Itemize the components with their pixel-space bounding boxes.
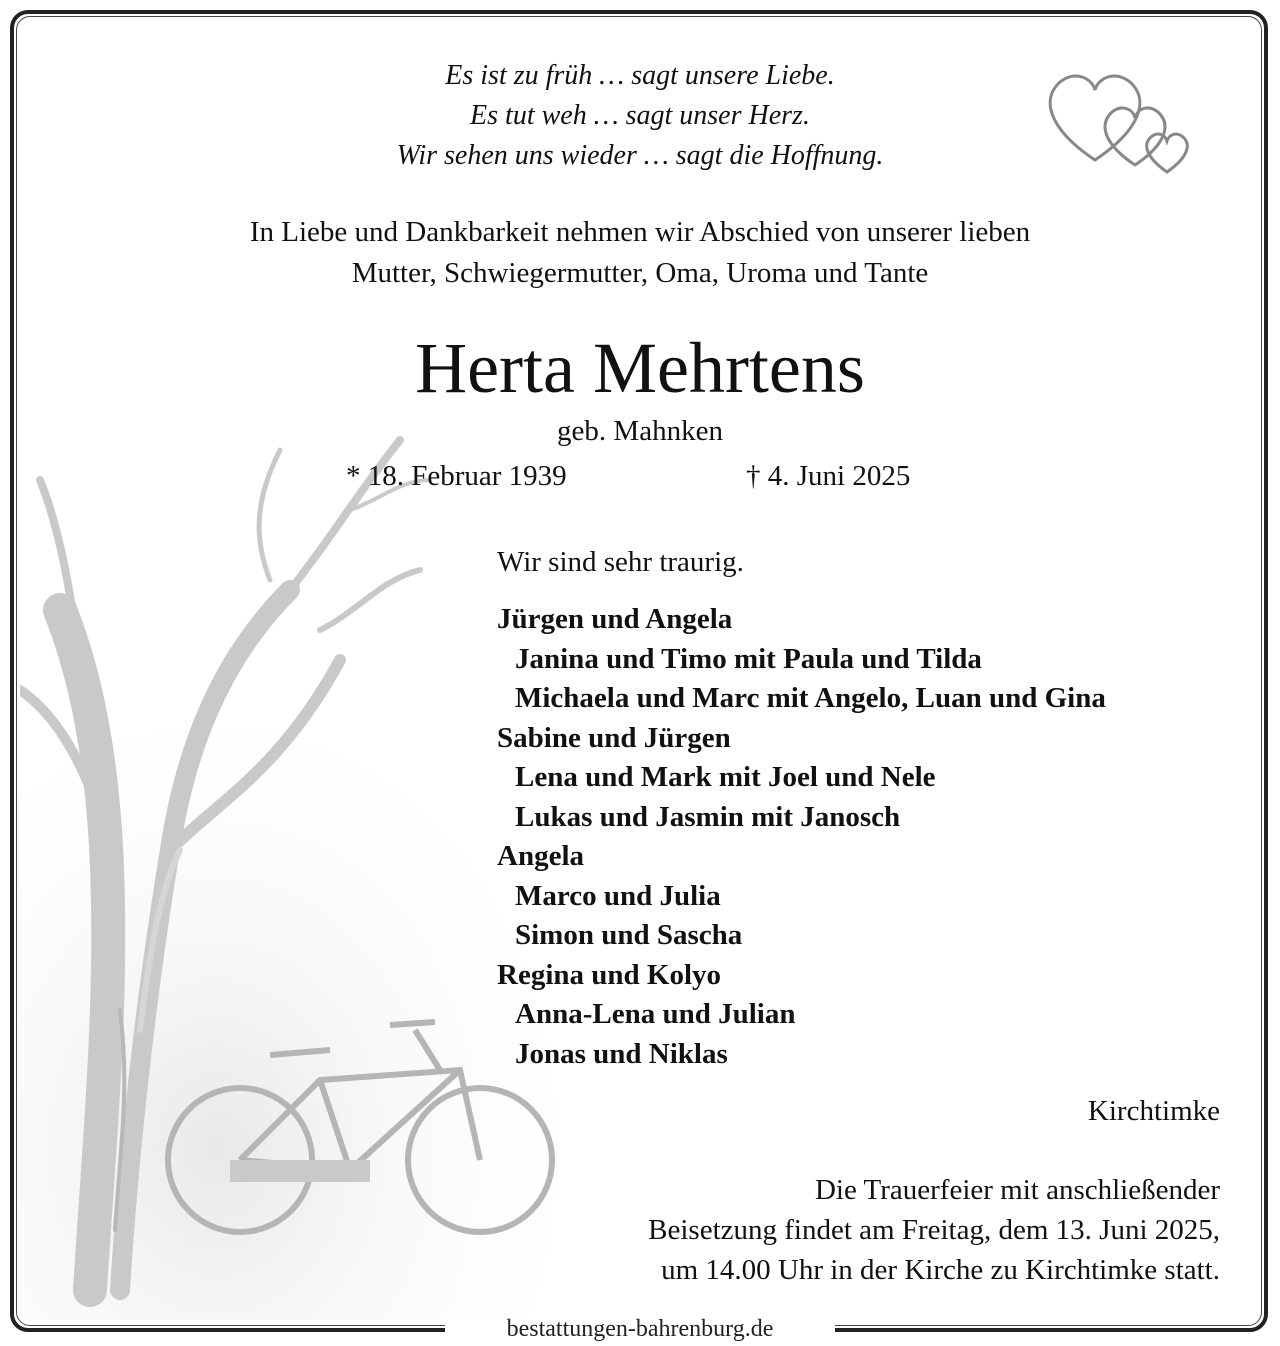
service-line: Die Trauerfeier mit anschließender — [814, 1174, 1220, 1206]
poem-line: Wir sehen uns wieder … sagt die Hoffnung. — [396, 140, 884, 171]
hearts-icon — [1040, 60, 1200, 190]
poem-line: Es tut weh … sagt unser Herz. — [470, 100, 810, 131]
service-info — [648, 1170, 1220, 1290]
family-member: Michaela und Marc mit Angelo, Luan und Gina — [515, 682, 1106, 714]
family-member: Angela — [497, 840, 584, 872]
family-member: Janina und Timo mit Paula und Tilda — [515, 642, 982, 675]
poem — [240, 56, 1040, 176]
intro-line: Mutter, Schwiegermutter, Oma, Uroma und Tante — [351, 257, 929, 289]
family-list — [497, 600, 1106, 1074]
service-line: Beisetzung findet am Freitag, dem 13. Juni 2025, — [648, 1214, 1220, 1246]
mourners-intro: Wir sind sehr traurig. — [497, 546, 744, 578]
family-member: Lukas und Jasmin mit Janosch — [515, 800, 901, 833]
poem-line: Es ist zu früh … sagt unsere Liebe. — [445, 60, 835, 91]
birth-name: geb. Mahnken — [557, 415, 723, 447]
death-date: † 4. Juni 2025 — [746, 460, 911, 492]
intro-text — [140, 212, 1140, 294]
deceased-name: Herta Mehrtens — [415, 328, 865, 408]
family-member: Marco und Julia — [515, 879, 721, 912]
intro-line: In Liebe und Dankbarkeit nehmen wir Abschied von unserer lieben — [249, 216, 1031, 248]
place: Kirchtimke — [1087, 1095, 1220, 1127]
family-member: Sabine und Jürgen — [497, 721, 731, 754]
service-line: um 14.00 Uhr in der Kirche zu Kirchtimke statt. — [661, 1254, 1220, 1286]
family-member: Anna-Lena und Julian — [515, 998, 796, 1030]
footer-url: bestattungen-bahrenburg.de — [506, 1316, 774, 1342]
family-member: Lena und Mark mit Joel und Nele — [515, 761, 936, 793]
birth-date: * 18. Februar 1939 — [346, 460, 567, 492]
family-member: Jonas und Niklas — [515, 1037, 728, 1070]
family-member: Regina und Kolyo — [497, 958, 721, 991]
family-member: Simon und Sascha — [515, 919, 743, 951]
family-member: Jürgen und Angela — [497, 603, 733, 635]
